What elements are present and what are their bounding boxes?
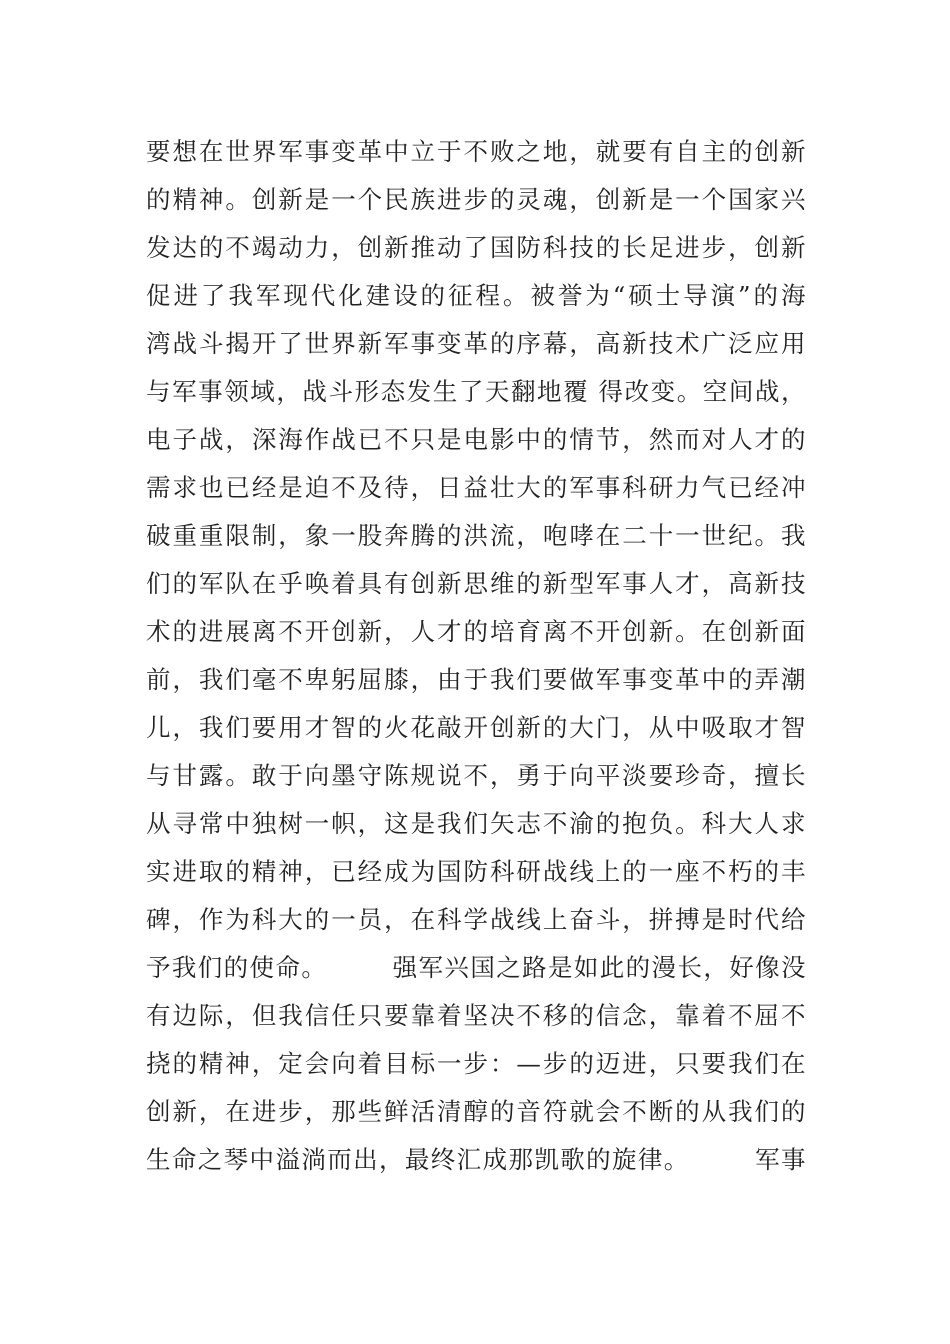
text-line: 从寻常中独树一帜，这是我们矢志不渝的抱负。科大人求: [146, 809, 806, 838]
text-line: 要想在世界军事变革中立于不败之地，就要有自主的创新: [146, 137, 806, 166]
text-line: 与甘露。敢于向墨守陈规说不，勇于向平淡要珍奇，擅长: [146, 761, 806, 790]
text-line: 的精神。创新是一个民族进步的灵魂，创新是一个国家兴: [146, 185, 806, 214]
text-line: 们的军队在乎唤着具有创新思维的新型军事人才，高新技: [146, 569, 806, 598]
text-line: 有边际，但我信任只要靠着坚决不移的信念，靠着不屈不: [146, 1001, 806, 1030]
text-line: 创新，在进步，那些鲜活清醇的音符就会不断的从我们的: [146, 1097, 806, 1126]
text-line: 发达的不竭动力，创新推动了国防科技的长足进步，创新: [146, 233, 806, 262]
text-line: 电子战，深海作战已不只是电影中的情节，然而对人才的: [146, 425, 806, 454]
text-line: 碑，作为科大的一员，在科学战线上奋斗，拼搏是时代给: [146, 905, 806, 934]
text-line: 生命之琴中溢淌而出，最终汇成那凯歌的旋律。 军事: [146, 1145, 806, 1174]
text-line: 实进取的精神，已经成为国防科研战线上的一座不朽的丰: [146, 857, 806, 886]
text-line: 挠的精神，定会向着目标一步：—步的迈进，只要我们在: [146, 1049, 806, 1078]
text-line: 湾战斗揭开了世界新军事变革的序幕，高新技术广泛应用: [146, 329, 806, 358]
text-line: 需求也已经是迫不及待，日益壮大的军事科研力气已经冲: [146, 473, 806, 502]
text-line: 予我们的使命。 强军兴国之路是如此的漫长，好像没: [146, 953, 806, 982]
text-line: 前，我们毫不卑躬屈膝，由于我们要做军事变革中的弄潮: [146, 665, 806, 694]
text-line: 促进了我军现代化建设的征程。被誉为“硕士导演”的海: [146, 281, 806, 310]
text-line: 儿，我们要用才智的火花敲开创新的大门，从中吸取才智: [146, 713, 806, 742]
body-paragraph: [146, 128, 806, 1184]
text-line: 与军事领域，战斗形态发生了天翻地覆 得改变。空间战，: [146, 377, 806, 406]
text-line: 术的进展离不开创新，人才的培育离不开创新。在创新面: [146, 617, 806, 646]
text-line: 破重重限制，象一股奔腾的洪流，咆哮在二十一世纪。我: [146, 521, 806, 550]
